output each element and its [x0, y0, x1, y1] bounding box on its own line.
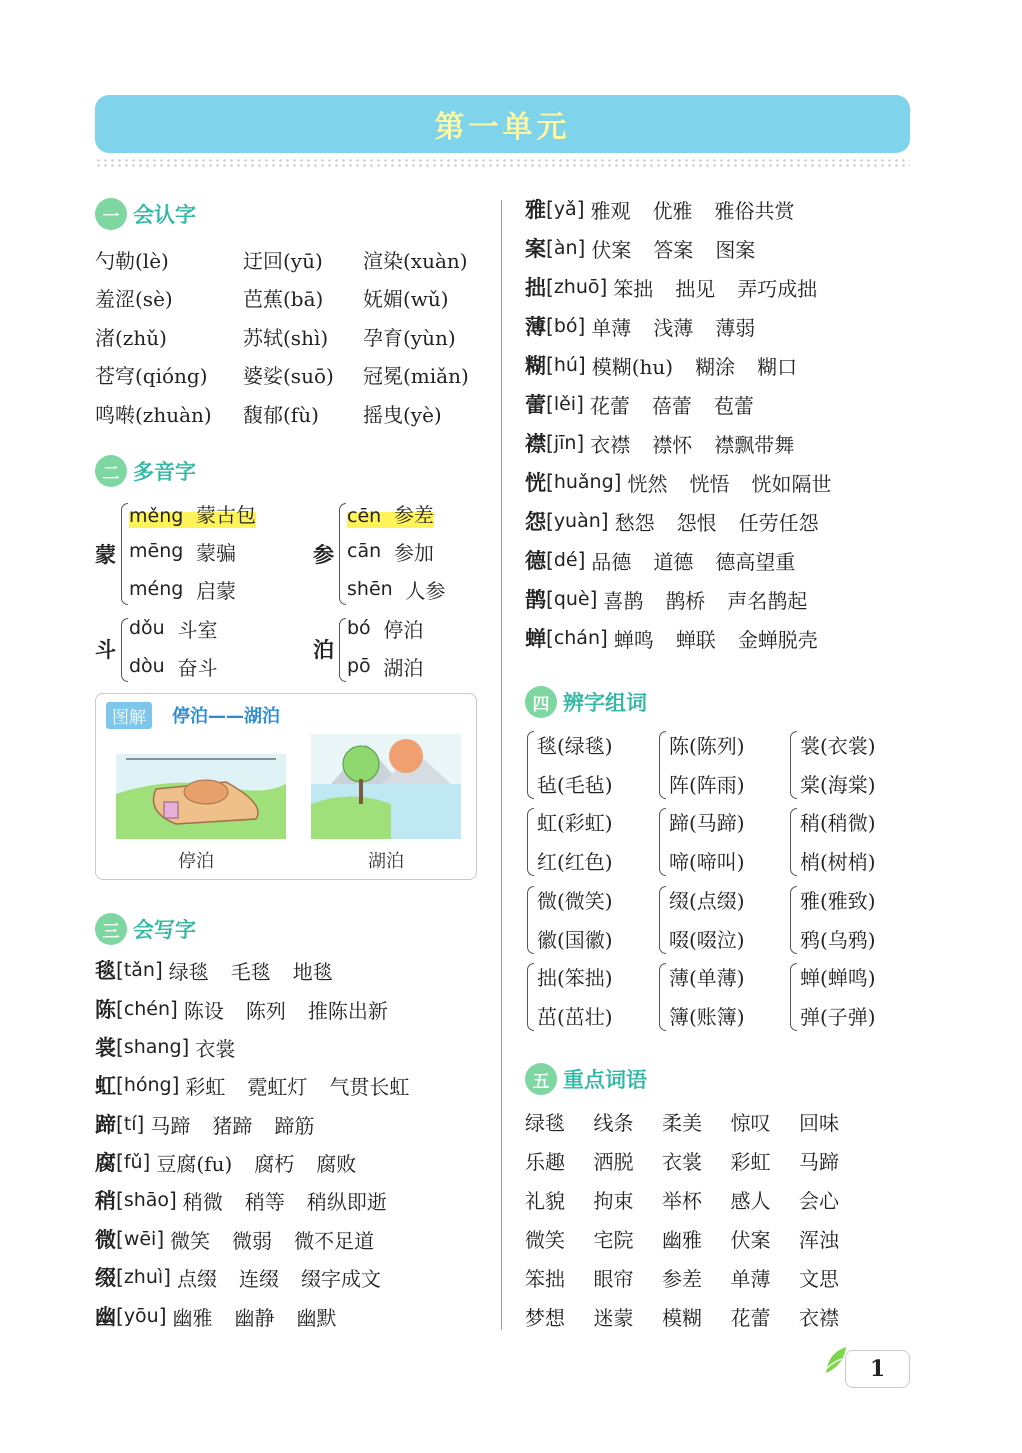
writing-char: 蕾: [525, 392, 546, 417]
distinguish-item: 陈(陈列): [669, 733, 745, 758]
key-word: 乐趣: [525, 1149, 565, 1174]
word: 图案: [715, 237, 756, 262]
distinguish-item: 茁(茁壮): [537, 1004, 613, 1029]
writing-row: 微 [ wēi ] 微笑 微弱 微不足道: [95, 1220, 374, 1258]
writing-row: 幽 [ yōu ] 幽雅 幽静 幽默: [95, 1297, 337, 1335]
key-word: 会心: [799, 1188, 839, 1213]
word: 绿毯: [168, 959, 209, 984]
distinguish-item: 红(红色): [537, 849, 613, 874]
distinguish-pair: [527, 725, 647, 803]
pinyin: méng: [129, 578, 184, 600]
polyphone-line: [129, 648, 217, 684]
pinyin: shāo: [123, 1189, 170, 1211]
pinyin: bó: [347, 617, 371, 639]
writing-row: 薄 [ bó ] 单薄 浅薄 薄弱: [525, 307, 755, 345]
figure-caption-left: 停泊: [178, 851, 214, 872]
key-word: 单薄: [730, 1266, 771, 1291]
word: 停泊: [383, 617, 424, 642]
word: 稍等: [244, 1189, 285, 1214]
pinyin: cān: [347, 540, 382, 562]
lake-illustration: [311, 734, 461, 839]
writing-row: 蹄 [ tí ] 马蹄 猪蹄 蹄筋: [95, 1105, 314, 1143]
word: 蹄筋: [274, 1113, 315, 1138]
word: 弄巧成拙: [737, 276, 818, 301]
recognize-grid: [95, 240, 490, 433]
recognize-item: 苍穹(qióng): [95, 364, 208, 389]
writing-char: 微: [95, 1227, 116, 1252]
distinguish-item: 雅(雅致): [800, 888, 876, 913]
writing-char: 薄: [525, 314, 546, 339]
key-word: 笨拙: [525, 1266, 565, 1291]
word: 斗室: [177, 617, 218, 642]
word: 模糊(hu): [591, 354, 674, 379]
section-header-key-words: [525, 1063, 647, 1095]
pinyin: tí: [123, 1113, 137, 1135]
recognize-item: 鸣啭(zhuàn): [95, 402, 212, 427]
word: 衣襟: [590, 432, 631, 457]
word: 气贯长虹: [329, 1074, 410, 1099]
section-header-polyphones: [95, 455, 196, 487]
recognize-item: 苏轼(shì): [243, 325, 329, 350]
recognize-item: 渲染(xuàn): [363, 248, 468, 273]
pinyin: shang: [123, 1036, 182, 1058]
recognize-row: [95, 240, 490, 279]
distinguish-item: 裳(衣裳): [800, 733, 876, 758]
word: 缀字成文: [300, 1266, 381, 1291]
key-word: 迷蒙: [593, 1305, 634, 1330]
distinguish-item: 毯(绿毯): [537, 733, 613, 758]
word: 稍微: [182, 1189, 223, 1214]
distinguish-item: 微(微笑): [537, 888, 613, 913]
writing-char: 德: [525, 548, 546, 573]
pinyin: huǎng: [553, 471, 614, 493]
distinguish-pair: [790, 802, 910, 880]
polyphone-can: [313, 495, 493, 610]
recognize-item: 孕育(yùn): [363, 325, 456, 350]
recognize-item: 摇曳(yè): [363, 402, 442, 427]
word: 推陈出新: [307, 998, 388, 1023]
word: 德高望重: [715, 549, 796, 574]
key-word: 感人: [730, 1188, 771, 1213]
pinyin: àn: [553, 237, 578, 259]
key-word: 回味: [799, 1110, 839, 1135]
polyphone-line: [347, 495, 434, 531]
section-number: 二: [95, 455, 127, 487]
writing-row: 襟 [ jīn ] 衣襟 襟怀 襟飘带舞: [525, 424, 794, 462]
word: 单薄: [591, 315, 632, 340]
writing-char: 拙: [525, 275, 546, 300]
distinguish-item: 拙(笨拙): [537, 965, 613, 990]
writing-row: 蝉 [ chán ] 蝉鸣 蝉联 金蝉脱壳: [525, 619, 818, 657]
key-word: 拘束: [593, 1188, 634, 1213]
pinyin: mēng: [129, 540, 184, 562]
moored-boat-illustration: [116, 734, 286, 839]
writing-char: 陈: [95, 997, 116, 1022]
word: 薄弱: [715, 315, 756, 340]
recognize-item: 馥郁(fù): [243, 402, 319, 427]
unit-title: 第一单元: [434, 110, 571, 145]
word: 稍纵即逝: [306, 1189, 387, 1214]
word: 怨恨: [676, 510, 717, 535]
key-word: 礼貌: [525, 1188, 565, 1213]
word: 答案: [653, 237, 694, 262]
word: 恍然: [627, 471, 668, 496]
writing-char: 虹: [95, 1073, 116, 1098]
word: 微弱: [232, 1228, 273, 1253]
word: 腐败: [316, 1151, 357, 1176]
word: 任劳任怨: [738, 510, 819, 535]
distinguish-item: 啼(啼叫): [669, 849, 745, 874]
section-header-distinguish: [525, 686, 647, 718]
key-word: 衣襟: [799, 1305, 839, 1330]
recognize-row: [95, 317, 490, 356]
recognize-row: [95, 356, 490, 395]
writing-row: 毯 [ tǎn ] 绿毯 毛毯 地毯: [95, 951, 333, 989]
word: 苞蕾: [713, 393, 754, 418]
recognize-item: 芭蕉(bā): [243, 287, 324, 312]
figure-title: 停泊——湖泊: [172, 706, 280, 727]
word: 雅观: [590, 198, 631, 223]
key-word: 惊叹: [730, 1110, 771, 1135]
polyphone-char: 蒙: [95, 542, 116, 567]
writing-char: 幽: [95, 1304, 116, 1329]
recognize-item: 妩媚(wǔ): [363, 287, 449, 312]
polyphone-line: [347, 571, 445, 607]
section-number: 三: [95, 913, 127, 945]
polyphone-meng: [95, 495, 295, 610]
word: 恍悟: [689, 471, 730, 496]
writing-char: 稍: [95, 1188, 116, 1213]
key-word: 举杯: [662, 1188, 702, 1213]
word: 豆腐(fu): [156, 1151, 233, 1176]
distinguish-pair: [790, 725, 910, 803]
word: 衣裳: [195, 1036, 236, 1061]
word: 金蝉脱壳: [737, 627, 818, 652]
word: 湖泊: [383, 655, 424, 680]
pinyin: zhuì: [123, 1266, 164, 1288]
writing-char: 怨: [525, 509, 546, 534]
distinguish-item: 蝉(蝉鸣): [800, 965, 876, 990]
writing-char: 糊: [525, 353, 546, 378]
dotted-divider: [95, 158, 910, 168]
word: 点缀: [176, 1266, 217, 1291]
polyphone-char: 参: [313, 542, 334, 567]
section-header-recognize: [95, 198, 196, 230]
word: 糊口: [757, 354, 798, 379]
distinguish-item: 啜(啜泣): [669, 927, 745, 952]
distinguish-item: 稍(稍微): [800, 810, 876, 835]
writing-row: 稍 [ shāo ] 稍微 稍等 稍纵即逝: [95, 1181, 387, 1219]
word: 陈列: [245, 998, 286, 1023]
distinguish-pair: [790, 880, 910, 958]
figure-caption-right: 湖泊: [368, 851, 404, 872]
word: 幽默: [296, 1305, 337, 1330]
pinyin: cēn: [347, 504, 382, 527]
writing-row: 缀 [ zhuì ] 点缀 连缀 缀字成文: [95, 1258, 381, 1296]
key-word: 参差: [662, 1266, 702, 1291]
writing-row: 德 [ dé ] 品德 道德 德高望重: [525, 541, 795, 579]
unit-banner: [95, 95, 910, 153]
key-word: 模糊: [662, 1305, 702, 1330]
word: 连缀: [238, 1266, 279, 1291]
pinyin: dòu: [129, 655, 165, 677]
recognize-row: [95, 279, 490, 318]
word: 人参: [405, 578, 446, 603]
distinguish-pair: [659, 880, 779, 958]
word: 奋斗: [177, 655, 218, 680]
brace: [121, 618, 128, 682]
polyphone-line: [347, 648, 423, 684]
polyphone-line: [129, 533, 236, 569]
recognize-item: 羞涩(sè): [95, 287, 173, 312]
word: 幽静: [234, 1305, 275, 1330]
word: 蒙古包: [196, 502, 257, 527]
pinyin: dé: [553, 549, 578, 571]
word: 笨拙: [613, 276, 654, 301]
word: 襟飘带舞: [714, 432, 795, 457]
word: 花蕾: [589, 393, 630, 418]
word: 鹊桥: [665, 588, 706, 613]
distinguish-item: 簿(账簿): [669, 1004, 745, 1029]
distinguish-item: 徽(国徽): [537, 927, 613, 952]
distinguish-pair: [527, 802, 647, 880]
key-word: 梦想: [525, 1305, 565, 1330]
key-word: 柔美: [662, 1110, 702, 1135]
section-number: 五: [525, 1063, 557, 1095]
key-word: 彩虹: [730, 1149, 771, 1174]
distinguish-item: 蹄(马蹄): [669, 810, 745, 835]
illustration-box: [95, 693, 477, 880]
key-word: 洒脱: [593, 1149, 634, 1174]
recognize-item: 冠冕(miǎn): [363, 364, 469, 389]
section-title: 会写字: [133, 918, 196, 942]
word: 彩虹: [185, 1074, 226, 1099]
recognize-item: 渚(zhǔ): [95, 325, 167, 350]
word: 品德: [591, 549, 632, 574]
section-title: 辨字组词: [563, 691, 647, 715]
key-word: 衣裳: [662, 1149, 702, 1174]
word: 喜鹊: [603, 588, 644, 613]
key-word: 微笑: [525, 1227, 565, 1252]
writing-char: 毯: [95, 958, 116, 983]
word: 声名鹊起: [727, 588, 808, 613]
pinyin: měng: [129, 504, 184, 527]
pinyin: yuàn: [553, 510, 601, 532]
word: 微不足道: [294, 1228, 375, 1253]
pinyin: zhuō: [553, 276, 600, 298]
pinyin: shēn: [347, 578, 393, 600]
word: 地毯: [292, 959, 333, 984]
word: 参差: [393, 502, 434, 527]
word: 浅薄: [653, 315, 694, 340]
distinguish-pair: [527, 957, 647, 1035]
word: 糊涂: [695, 354, 736, 379]
pinyin: yǎ: [553, 198, 577, 220]
distinguish-item: 弹(子弹): [800, 1004, 876, 1029]
distinguish-item: 阵(阵雨): [669, 772, 745, 797]
word: 毛毯: [230, 959, 271, 984]
key-word: 花蕾: [730, 1305, 771, 1330]
distinguish-item: 毡(毛毡): [537, 772, 613, 797]
key-word: 马蹄: [799, 1149, 839, 1174]
recognize-item: 迂回(yū): [243, 248, 323, 273]
writing-row: 蕾 [ lěi ] 花蕾 蓓蕾 苞蕾: [525, 385, 754, 423]
figure-tag: 图解: [106, 702, 152, 729]
key-word: 眼帘: [593, 1266, 634, 1291]
polyphone-line: [129, 610, 217, 646]
writing-char: 雅: [525, 197, 546, 222]
distinguish-item: 缀(点缀): [669, 888, 745, 913]
writing-char: 襟: [525, 431, 546, 456]
pinyin: chén: [123, 998, 171, 1020]
pinyin: tǎn: [123, 959, 155, 981]
polyphone-dou: [95, 610, 295, 686]
word: 蒙骗: [196, 540, 237, 565]
word: 恍如隔世: [751, 471, 832, 496]
brace: [339, 618, 346, 682]
section-number: 四: [525, 686, 557, 718]
writing-row: 虹 [ hóng ] 彩虹 霓虹灯 气贯长虹: [95, 1066, 409, 1104]
word: 蝉联: [675, 627, 716, 652]
word: 腐朽: [254, 1151, 295, 1176]
writing-char: 缀: [95, 1265, 116, 1290]
pinyin: pō: [347, 655, 371, 677]
key-word: 伏案: [730, 1227, 771, 1252]
writing-char: 裳: [95, 1035, 116, 1060]
key-word: 绿毯: [525, 1110, 565, 1135]
distinguish-item: 薄(单薄): [669, 965, 745, 990]
pinyin: dǒu: [129, 617, 165, 639]
pinyin: jīn: [553, 432, 577, 454]
word: 猪蹄: [212, 1113, 253, 1138]
writing-row: 恍 [ huǎng ] 恍然 恍悟 恍如隔世: [525, 463, 831, 501]
word: 幽雅: [172, 1305, 213, 1330]
page-number: 1: [845, 1350, 910, 1388]
word: 伏案: [591, 237, 632, 262]
writing-row: 腐 [ fǔ ] 豆腐(fu) 腐朽 腐败: [95, 1143, 356, 1181]
writing-char: 蝉: [525, 626, 546, 651]
recognize-row: [95, 394, 490, 433]
writing-char: 案: [525, 236, 546, 261]
distinguish-item: 虹(彩虹): [537, 810, 613, 835]
word: 启蒙: [196, 578, 237, 603]
word: 愁怨: [614, 510, 655, 535]
word: 优雅: [652, 198, 693, 223]
polyphone-line: [347, 610, 423, 646]
pinyin: chán: [553, 627, 600, 649]
polyphone-bo: [313, 610, 493, 686]
word: 道德: [653, 549, 694, 574]
word: 陈设: [183, 998, 224, 1023]
recognize-item: 勺勒(lè): [95, 248, 169, 273]
word: 襟怀: [652, 432, 693, 457]
word: 参加: [393, 540, 434, 565]
section-title: 重点词语: [563, 1068, 647, 1092]
writing-char: 蹄: [95, 1112, 116, 1137]
distinguish-item: 鸦(乌鸦): [800, 927, 876, 952]
writing-row: 鹊 [ què ] 喜鹊 鹊桥 声名鹊起: [525, 580, 807, 618]
word: 霓虹灯: [247, 1074, 308, 1099]
writing-row: 陈 [ chén ] 陈设 陈列 推陈出新: [95, 990, 388, 1028]
distinguish-item: 梢(树梢): [800, 849, 876, 874]
polyphone-char: 斗: [95, 637, 116, 662]
brace: [339, 503, 346, 605]
pinyin: wēi: [123, 1228, 157, 1250]
pinyin: hú: [553, 354, 578, 376]
writing-row: 糊 [ hú ] 模糊(hu) 糊涂 糊口: [525, 346, 797, 384]
word: 蝉鸣: [613, 627, 654, 652]
section-title: 会认字: [133, 203, 196, 227]
polyphone-line: [129, 495, 256, 531]
writing-char: 恍: [525, 470, 546, 495]
distinguish-pair: [527, 880, 647, 958]
distinguish-item: 棠(海棠): [800, 772, 876, 797]
writing-char: 腐: [95, 1150, 116, 1175]
writing-row: 案 [ àn ] 伏案 答案 图案: [525, 229, 755, 267]
key-word: 幽雅: [662, 1227, 702, 1252]
polyphone-line: [347, 533, 434, 569]
section-title: 多音字: [133, 460, 196, 484]
key-word: 浑浊: [799, 1227, 839, 1252]
word: 拙见: [675, 276, 716, 301]
distinguish-pair: [790, 957, 910, 1035]
word: 雅俗共赏: [714, 198, 795, 223]
pinyin: què: [553, 588, 590, 610]
section-number: 一: [95, 198, 127, 230]
key-word: 文思: [799, 1266, 839, 1291]
writing-row: 怨 [ yuàn ] 愁怨 怨恨 任劳任怨: [525, 502, 819, 540]
pinyin: yōu: [123, 1305, 159, 1327]
key-word: 线条: [593, 1110, 634, 1135]
word: 微笑: [170, 1228, 211, 1253]
distinguish-pair: [659, 802, 779, 880]
column-divider: [501, 200, 502, 1330]
word: 蓓蕾: [651, 393, 692, 418]
polyphone-line: [129, 571, 236, 607]
polyphone-char: 泊: [313, 637, 334, 662]
section-header-writing: [95, 913, 196, 945]
writing-char: 鹊: [525, 587, 546, 612]
recognize-item: 婆娑(suō): [243, 364, 334, 389]
writing-row: 拙 [ zhuō ] 笨拙 拙见 弄巧成拙: [525, 268, 817, 306]
writing-row: 裳 [ shang ] 衣裳: [95, 1028, 235, 1066]
brace: [121, 503, 128, 605]
pinyin: fǔ: [123, 1151, 143, 1173]
writing-row: 雅 [ yǎ ] 雅观 优雅 雅俗共赏: [525, 190, 795, 228]
pinyin: bó: [553, 315, 578, 337]
pinyin: hóng: [123, 1074, 172, 1096]
distinguish-pair: [659, 957, 779, 1035]
word: 马蹄: [150, 1113, 191, 1138]
distinguish-pair: [659, 725, 779, 803]
pinyin: lěi: [553, 393, 577, 415]
key-word: 宅院: [593, 1227, 634, 1252]
